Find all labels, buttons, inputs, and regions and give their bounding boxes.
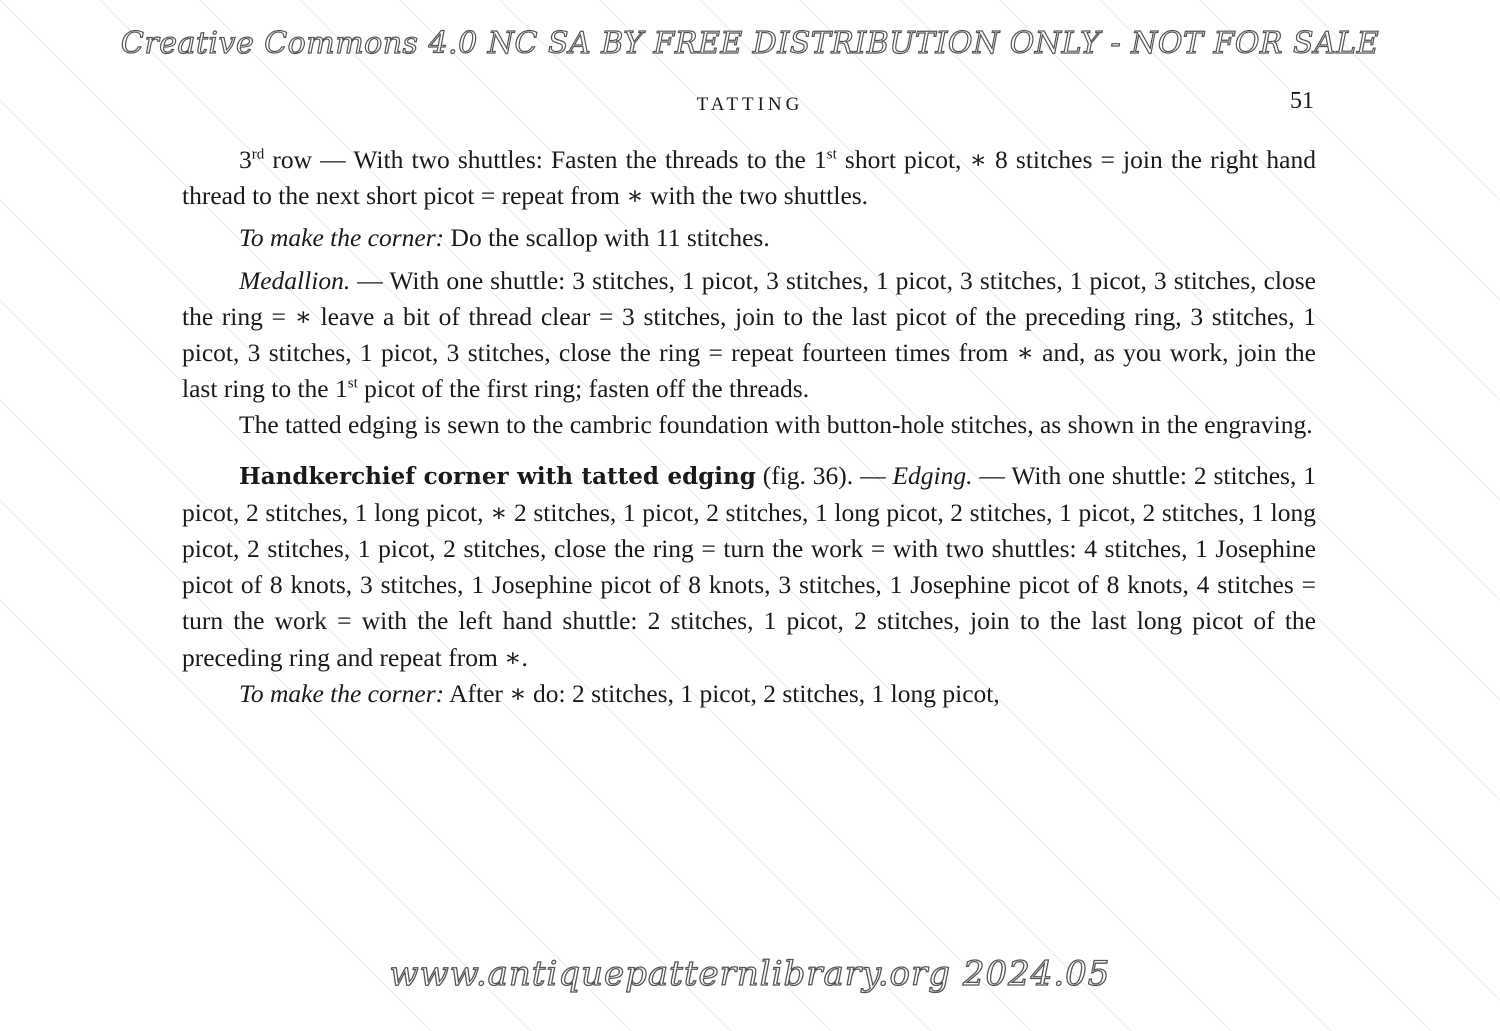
paragraph-text: row — With two shuttles: Fasten the threads to the 1	[264, 145, 827, 174]
paragraph-lead: Edging.	[892, 460, 973, 490]
paragraph-lead: Medallion.	[239, 265, 351, 295]
paragraph-lead: To make the corner:	[239, 678, 445, 708]
row-ordinal: 3	[239, 145, 252, 174]
paragraph-text: Do the scallop with 11 stitches.	[444, 223, 770, 253]
paragraph-text: picot of the first ring; fasten off the threads.	[357, 374, 810, 404]
paragraph-corner-scallop	[182, 220, 1316, 256]
paragraph-text: (fig. 36). —	[755, 460, 893, 490]
ordinal-superscript: rd	[251, 146, 265, 163]
running-head: TATTING	[696, 94, 804, 115]
paragraph-sewing	[182, 407, 1316, 443]
paragraph-lead: To make the corner:	[239, 223, 445, 253]
paragraph-text: After ∗ do: 2 stitches, 1 picot, 2 stitches, 1 long picot,	[444, 678, 1000, 708]
page-number: 51	[1290, 88, 1314, 114]
body-text	[182, 142, 1316, 712]
paragraph-corner-after	[182, 676, 1316, 712]
paragraph-handkerchief-corner	[182, 458, 1316, 676]
section-heading: Handkerchief corner with tatted edging	[239, 462, 756, 490]
paragraph-text: — With one shuttle: 3 stitches, 1 picot, 3 stitches, 1 picot, 3 stitches, 1 picot, 3 stitches, close the ring = ∗ leave a bit of thread clear = 3 stitches, join to the last picot of the preceding ring, 3 stitches, 1 picot, 3 stitches, 1 picot, 3 stitches, close the ring = repeat fourteen times from ∗ and, as you work, join the last ring to the 1	[182, 265, 1316, 404]
paragraph-text: The tatted edging is sewn to the cambric foundation with button-hole stitches, as shown in the engraving.	[239, 410, 1313, 440]
ordinal-superscript: st	[826, 146, 837, 163]
license-banner: Creative Commons 4.0 NC SA BY FREE DISTRIBUTION ONLY - NOT FOR SALE	[120, 26, 1380, 61]
paragraph-text: short picot, ∗ 8 stitches = join the right hand thread to the next short picot = repeat from ∗ with the two shuttles.	[182, 145, 1316, 211]
paragraph-text: — With one shuttle: 2 stitches, 1 picot, 2 stitches, 1 long picot, ∗ 2 stitches, 1 picot, 2 stitches, 1 long picot, 2 stitches, 1 picot, 2 stitches, 1 long picot, 2 stitches, 1 picot, 2 stitches, close the ring = turn the work = with two shuttles: 4 stitches, 1 Josephine picot of 8 knots, 3 stitches, 1 Josephine picot of 8 knots, 3 stitches, 1 Josephine picot of 8 knots, 4 stitches = turn the work = with the left hand shuttle: 2 stitches, 1 picot, 2 stitches, join to the last long picot of the preceding ring and repeat from ∗.	[182, 460, 1316, 672]
ordinal-superscript: st	[347, 375, 358, 392]
paragraph-medallion	[182, 263, 1316, 408]
paragraph-third-row	[182, 142, 1316, 214]
footer-url: www.antiquepatternlibrary.org 2024.05	[389, 954, 1111, 994]
